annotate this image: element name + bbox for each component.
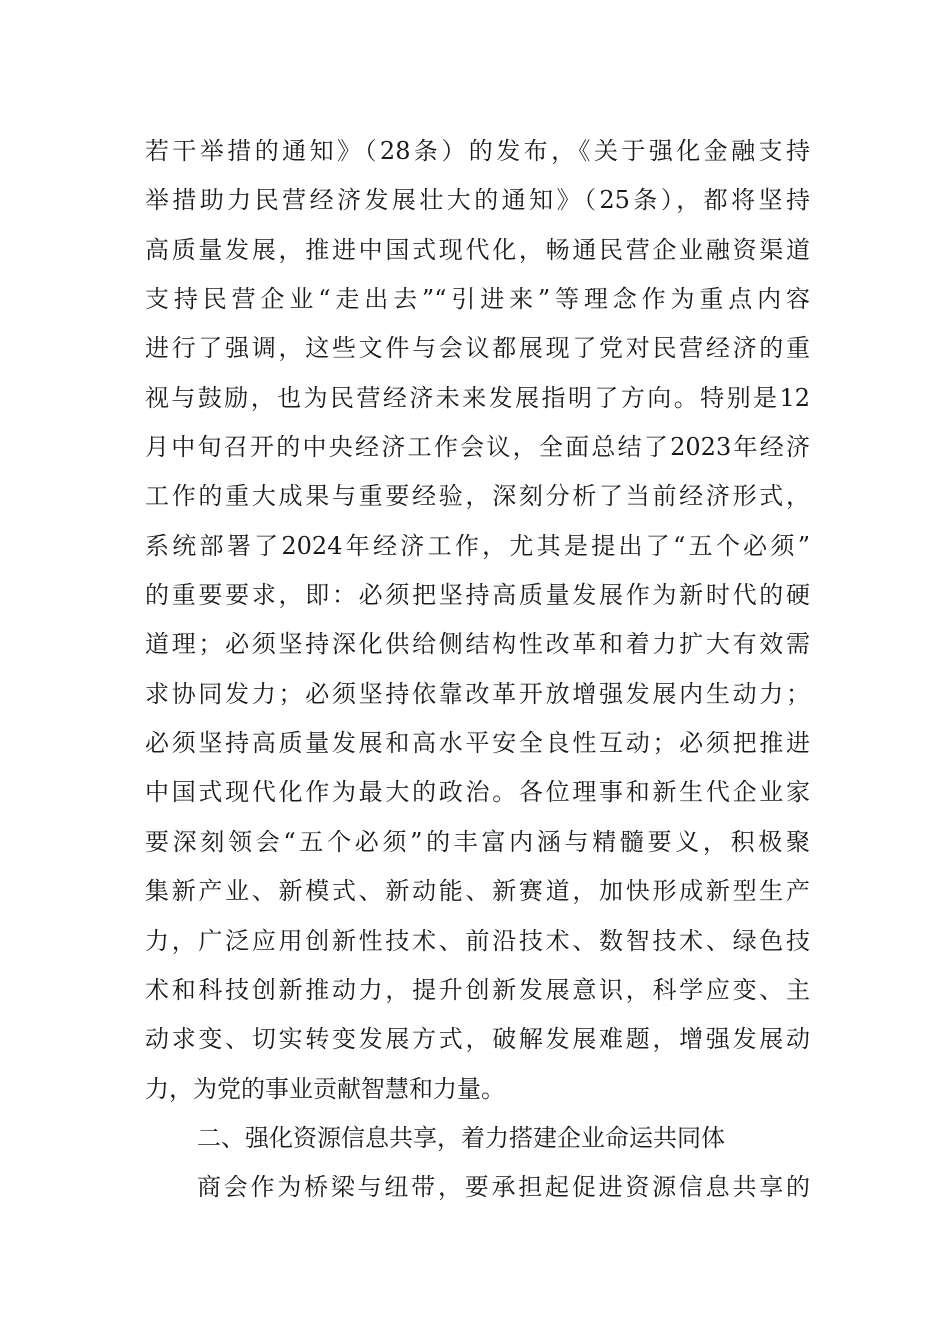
paragraph-line: 的重要要求，即：必须把坚持高质量发展作为新时代的硬 xyxy=(145,581,810,610)
paragraph-line: 道理；必须坚持深化供给侧结构性改革和着力扩大有效需 xyxy=(145,630,810,659)
paragraph-line: 若干举措的通知》（28条）的发布，《关于强化金融支持 xyxy=(145,137,810,165)
paragraph-line: 必须坚持高质量发展和高水平安全良性互动；必须把推进 xyxy=(145,729,810,758)
document-body xyxy=(145,127,810,1213)
paragraph-line: 术和科技创新推动力，提升创新发展意识，科学应变、主 xyxy=(145,975,810,1004)
paragraph-line: 求协同发力；必须坚持依靠改革开放增强发展内生动力； xyxy=(145,679,810,708)
paragraph-line: 商会作为桥梁与纽带，要承担起促进资源信息共享的 xyxy=(197,1173,810,1202)
section-heading: 二、强化资源信息共享，着力搭建企业命运共同体 xyxy=(197,1123,725,1152)
paragraph-line: 月中旬召开的中央经济工作会议，全面总结了2023年经济 xyxy=(145,433,810,462)
paragraph-line: 中国式现代化作为最大的政治。各位理事和新生代企业家 xyxy=(145,778,810,807)
paragraph-line: 力，为党的事业贡献智慧和力量。 xyxy=(145,1074,505,1103)
paragraph-line: 系统部署了2024年经济工作，尤其是提出了“五个必须” xyxy=(145,531,810,560)
paragraph-line: 要深刻领会“五个必须”的丰富内涵与精髓要义，积极聚 xyxy=(145,827,810,856)
paragraph-line: 力，广泛应用创新性技术、前沿技术、数智技术、绿色技 xyxy=(145,926,810,955)
paragraph-line: 集新产业、新模式、新动能、新赛道，加快形成新型生产 xyxy=(145,877,810,906)
paragraph-line: 支持民营企业“走出去”“引进来”等理念作为重点内容 xyxy=(145,285,810,314)
paragraph-line: 进行了强调，这些文件与会议都展现了党对民营经济的重 xyxy=(145,334,810,363)
paragraph-line: 动求变、切实转变发展方式，破解发展难题，增强发展动 xyxy=(145,1025,810,1054)
paragraph-line: 工作的重大成果与重要经验，深刻分析了当前经济形式， xyxy=(145,482,810,511)
paragraph-line: 举措助力民营经济发展壮大的通知》（25条），都将坚持 xyxy=(145,186,810,215)
paragraph-line: 高质量发展，推进中国式现代化，畅通民营企业融资渠道 xyxy=(145,235,810,264)
paragraph-line: 视与鼓励，也为民营经济未来发展指明了方向。特别是12 xyxy=(145,383,810,412)
